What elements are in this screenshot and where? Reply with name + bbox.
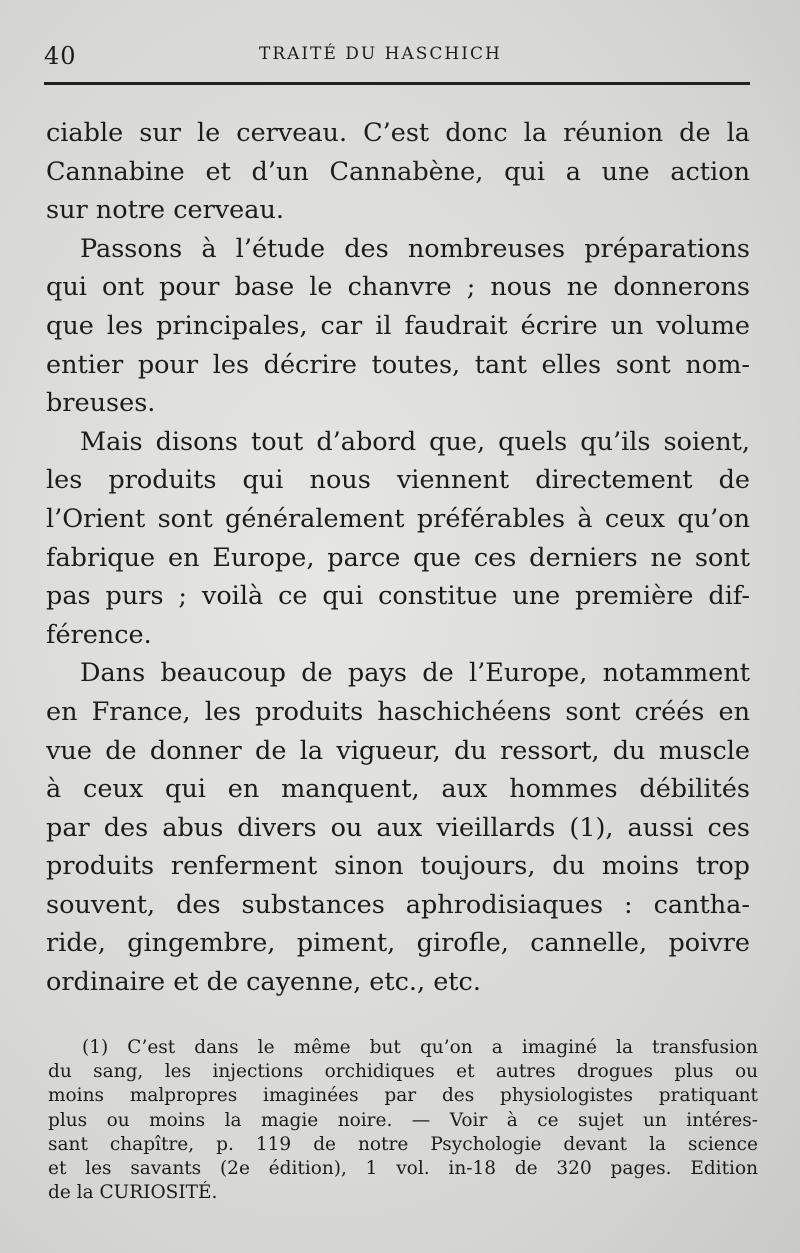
text-line: fabrique en Europe, parce que ces derniers ne sont <box>46 542 750 573</box>
page-number: 40 <box>44 42 77 70</box>
text-line: à ceux qui en manquent, aux hommes débilités <box>46 774 750 805</box>
text-line: qui ont pour base le chanvre ; nous ne donnerons <box>46 272 750 303</box>
text-line: par des abus divers ou aux vieillards (1), aussi ces <box>46 812 750 843</box>
footnote-line: du sang, les injections orchidiques et autres drogues plus ou <box>48 1061 758 1083</box>
header-rule <box>44 82 750 85</box>
text-line: sur notre cerveau. <box>46 195 285 226</box>
text-line: pas purs ; voilà ce qui constitue une première dif- <box>46 581 750 612</box>
footnote-line: de la CURIOSITÉ. <box>48 1182 218 1204</box>
footnote-line: plus ou moins la magie noire. — Voir à ce sujet un intéres- <box>48 1109 758 1131</box>
footnote-line: moins malpropres imaginées par des physiologistes pratiquant <box>48 1085 758 1107</box>
footnote-line: et les savants (2e édition), 1 vol. in-18 de 320 pages. Edition <box>48 1157 758 1179</box>
footnote <box>48 1036 758 1205</box>
text-line: vue de donner de la vigueur, du ressort, du muscle <box>46 735 750 766</box>
running-title: TRAITÉ DU HASCHICH <box>259 44 502 64</box>
text-line: ride, gingembre, piment, girofle, cannelle, poivre <box>46 928 750 959</box>
page-header <box>44 38 750 78</box>
text-line: que les principales, car il faudrait écrire un volume <box>46 310 750 341</box>
text-line: entier pour les décrire toutes, tant elles sont nom- <box>46 349 750 380</box>
text-line: Cannabine et d’un Cannabène, qui a une action <box>46 156 750 187</box>
body-text <box>46 114 750 1002</box>
text-line: ciable sur le cerveau. C’est donc la réunion de la <box>46 118 750 148</box>
text-line: souvent, des substances aphrodisiaques : cantha- <box>46 889 750 920</box>
footnote-line: sant chapître, p. 119 de notre Psychologie devant la science <box>48 1133 758 1155</box>
text-line: Passons à l’étude des nombreuses préparations <box>80 233 750 264</box>
text-line: les produits qui nous viennent directement de <box>46 465 750 496</box>
text-line: ordinaire et de cayenne, etc., etc. <box>46 967 481 998</box>
footnote-line: (1) C’est dans le même but qu’on a imaginé la transfusion <box>82 1037 758 1058</box>
text-line: produits renferment sinon toujours, du moins trop <box>46 851 750 882</box>
text-line: en France, les produits haschichéens sont créés en <box>46 696 750 727</box>
text-line: férence. <box>46 619 152 650</box>
text-line: Dans beaucoup de pays de l’Europe, notamment <box>80 658 750 689</box>
text-line: breuses. <box>46 388 156 419</box>
text-line: l’Orient sont généralement préférables à ceux qu’on <box>46 503 750 534</box>
text-line: Mais disons tout d’abord que, quels qu’ils soient, <box>80 426 750 457</box>
